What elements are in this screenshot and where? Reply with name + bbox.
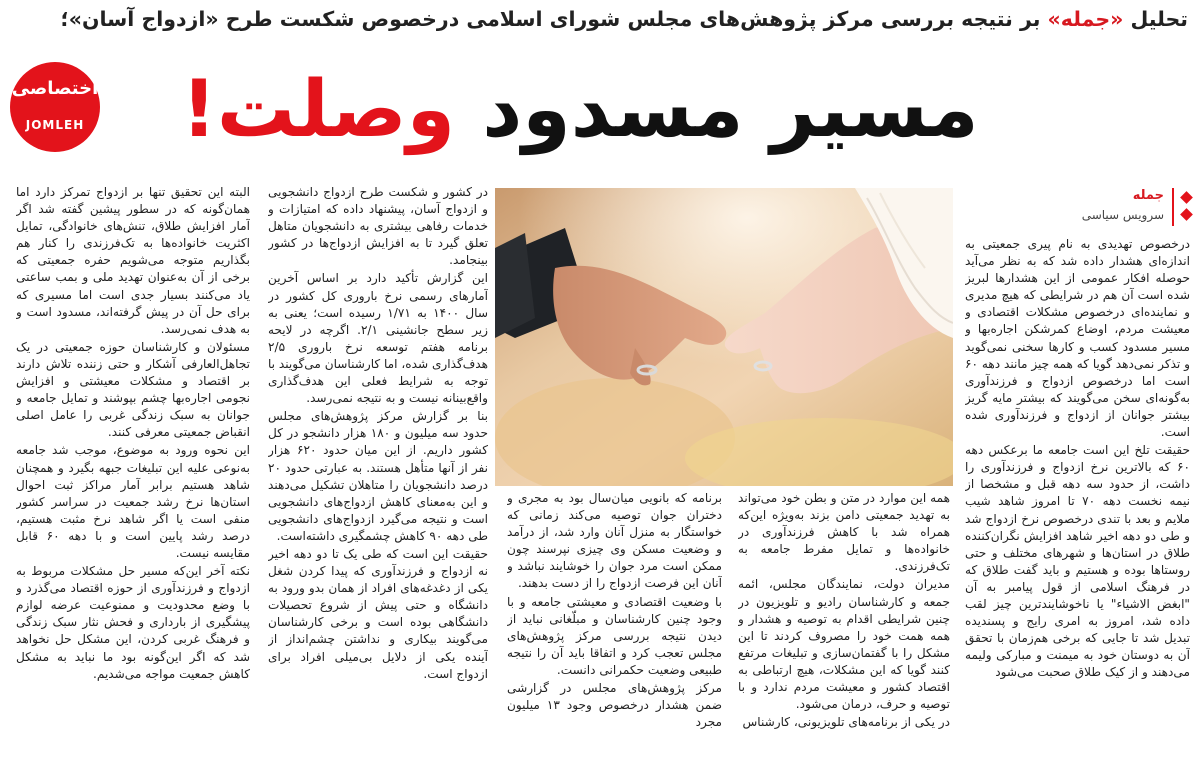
exclusive-logo <box>10 62 100 152</box>
column-3 <box>507 490 722 768</box>
paragraph: این نحوه ورود به موضوع، موجب شد جامعه به‌نوعی علیه این تبلیغات جبهه بگیرد و همچنان شاهد هستیم برابر آمار مراکز ثبت احوال استان‌ها نرخ رشد جمعیت در سراسر کشور منفی است یا اگر شاهد نرخ مثبت هستیم، درصد رشد پایین است و با دهه ۶۰ قابل مقایسه نیست. <box>16 443 250 560</box>
paragraph: در یکی از برنامه‌های تلویزیونی، کارشناس <box>742 715 950 730</box>
paragraph: این گزارش تأکید دارد بر اساس آخرین آمارهای رسمی نرخ باروری کل کشور در سال ۱۴۰۰ به ۱/۷۱ رسیده است؛ یعنی به زیر سطح جانشینی ۲/۱. اگرچه در لایحه برنامه هفتم توسعه نرخ باروری ۲/۵ هدف‌گذاری شده، اما کارشناسان می‌گویند با توجه به شرایط فعلی این هدف‌گذاری واقع‌بینانه نیست و به نتیجه نمی‌رسد. <box>268 271 488 406</box>
paragraph: حقیقت تلخ این است جامعه ما برعکس دهه ۶۰ که بالاترین نرخ ازدواج و فرزندآوری را داشت، از حدود سه دهه قبل و مشخصا از نیمه نخست دهه ۷۰ تا امروز شاهد شیب ملایم و بعد با تندی درخصوص نرخ ازدواج شد و طی دو دهه اخیر شاهد افزایش نگران‌کننده طلاق در استان‌ها و شهرهای مختلف و حتی روستاها بوده و هستیم و باید گفت طلاق که در فرهنگ اسلامی از قول پیامبر به آن "ابغض الاشیاء" یا ناخوشایندترین چیز لقب داده شد، امروز به امری رایج و پسندیده تبدیل شد تا جایی که برخی هم‌زمان با تحقق آن به دوستان خود به میمنت و مبارکی ولیمه می‌دهند و از کیک طلاق صحبت می‌شود <box>965 443 1190 680</box>
kicker <box>12 3 1188 37</box>
byline-section: سرویس سیاسی <box>1081 208 1164 222</box>
byline <box>960 188 1198 228</box>
wedding-hands-photo <box>495 188 953 486</box>
column-5 <box>16 184 250 768</box>
paragraph: نکته آخر این‌که مسیر حل مشکلات مربوط به ازدواج و فرزندآوری از حوزه اقتصاد می‌گذرد و با وضع محدودیت و ممنوعیت عرضه لوازم پیشگیری از بارداری و فحش نثار سبک زندگی و فرهنگ غربی کردن، این مشکل حل نخواهد شد که اگر این‌گونه بود ما نباید به مشکل کاهش جمعیت مواجه می‌شدیم. <box>16 564 250 681</box>
headline-red: وصلت! <box>181 65 456 155</box>
headline <box>180 40 980 180</box>
byline-source: جمله <box>1132 188 1164 203</box>
logo-badge <box>10 62 100 152</box>
diamond-icon <box>1180 190 1194 226</box>
paragraph: برنامه که بانویی میان‌سال بود به مجری و دختران جوان توصیه می‌کند زمانی که خواستگار به منزل آنان وارد شد، از درآمد و وضعیت مسکن وی چیزی نپرسند چون ممکن است مرد جوان را خوشایند نباشد و آنان این فرصت ازدواج را از دست بدهند. <box>507 491 722 591</box>
logo-en: JOMLEH <box>25 118 85 132</box>
paragraph: مرکز پژوهش‌های مجلس در گزارشی ضمن هشدار درخصوص وجود ۱۳ میلیون مجرد <box>507 681 722 730</box>
column-2 <box>738 490 950 768</box>
headline-black: مسیر مسدود <box>455 65 979 155</box>
paragraph: درخصوص تهدیدی به نام پیری جمعیتی به اندازه‌ای هشدار داده شد که به نظر می‌آید حوصله افکار عمومی از این هشدارها لبریز شده است آن هم در شرایطی که هیچ مدیری و نماینده‌ای درخصوص مشکلات اقتصادی و معیشت مردم، اوضاع کمرشکن اجاره‌بها و مسیر مسدود کسب و کارها سخنی نمی‌گوید و تذکر نمی‌دهد گویا که همه چیز مانند دهه ۶۰ است اما درخصوص ازدواج و فرزندآوری به‌گونه‌ای سخن می‌گویند که بیشتر مایه گریز بیشتر جوانان از ازدواج و فرزندآوری شده است. <box>965 237 1190 440</box>
byline-divider <box>1172 188 1174 226</box>
paragraph: حقیقت این است که طی یک تا دو دهه اخیر نه ازدواج و فرزندآوری که پیدا کردن شغل یکی از دغدغه‌های افراد از همان بدو ورود به دانشگاه و حتی پیش از شروع تحصیلات دانشگاهی بوده است و برخی کارشناسان می‌گویند بیکاری و نداشتن چشم‌انداز از آینده یکی از دلایل بی‌میلی افراد برای ازدواج است. <box>268 546 488 681</box>
paragraph: بنا بر گزارش مرکز پژوهش‌های مجلس حدود سه میلیون و ۱۸۰ هزار دانشجو در کل کشور داریم. از این میان حدود ۶۲۰ هزار نفر از آنها متأهل هستند. به عبارتی حدود ۲۰ درصد دانشجویان را متاهلان تشکیل می‌دهند و این به‌معنای کاهش ازدواج‌های دانشجویی است و نتیجه می‌گیرد ازدواج‌های دانشجویی طی دهه ۹۰ کاهش چشمگیری داشته‌است. <box>268 409 488 543</box>
kicker-text: تحلیل <box>1123 7 1188 31</box>
paragraph: مدیران دولت، نمایندگان مجلس، ائمه جمعه و کارشناسان رادیو و تلویزیون در چنین شرایطی اقدام به توصیه و هشدار و همه همت خود را مصروف کردند تا این مشکل را با گفتمان‌سازی و تبلیغات مرتفع کنند گویا که این مشکلات، هیچ ارتباطی به اقتصاد کشور و معیشت مردم ندارد و با توصیه و حرف، درمان می‌شود. <box>738 577 950 712</box>
paragraph: با وضعیت اقتصادی و معیشتی جامعه و با وجود چنین کارشناسان و مبلّغانی نباید از دیدن نتیجه بررسی مرکز پژوهش‌های مجلس تعجب کرد و اتفاقا باید آن را نتیجه طبیعی وضعیت حکمرانی دانست. <box>507 594 722 677</box>
column-4 <box>268 184 488 768</box>
paragraph: البته این تحقیق تنها بر ازدواج تمرکز دارد اما همان‌گونه که در سطور پیشین گفته شد اگر آمار افزایش طلاق، تنش‌های خانوادگی، تمایل اکثریت خانواده‌ها به تک‌فرزندی را کنار هم بگذاریم متوجه می‌شویم حفره جمعیتی که برخی از آن به‌عنوان تهدید ملی و بمب ساعتی یاد می‌کنند بسیار جدی است اما مسیری که برای حل آن در پیش گرفته‌اند، مسدود است و به هدف نمی‌رسد. <box>16 185 250 336</box>
paragraph: همه این موارد در متن و بطن خود می‌تواند به تهدید جمعیتی دامن بزند به‌ویژه این‌که همراه شد با کاهش فرزندآوری در خانواده‌ها و تمایل مفرط جامعه به تک‌فرزندی. <box>738 491 950 574</box>
column-1 <box>965 236 1190 768</box>
kicker-brand: «جمله» <box>1047 7 1124 31</box>
photo-svg <box>495 188 953 486</box>
paragraph: مسئولان و کارشناسان حوزه جمعیتی در یک تجاهل‌العارفی آشکار و حتی زننده تلاش دارند بر اقتصاد و مشکلات معیشتی و افزایش نجومی اجاره‌بها چشم بپوشند و تمایل جامعه و جوانان به سبک زندگی غربی را عامل اصلی انقباض جمعیتی معرفی کنند. <box>16 339 250 440</box>
paragraph: در کشور و شکست طرح ازدواج دانشجویی و ازدواج آسان، پیشنهاد داده که امتیازات و خدمات رفاهی بیشتری به دانشجویان متاهل تعلق گیرد تا به افزایش ازدواج‌ها در کشور بینجامد. <box>268 185 488 268</box>
kicker-text-2: بر نتیجه بررسی مرکز پژوهش‌های مجلس شورای اسلامی درخصوص شکست طرح «ازدواج آسان»؛ <box>60 7 1048 31</box>
logo-fa: اختصاصی <box>11 78 99 99</box>
